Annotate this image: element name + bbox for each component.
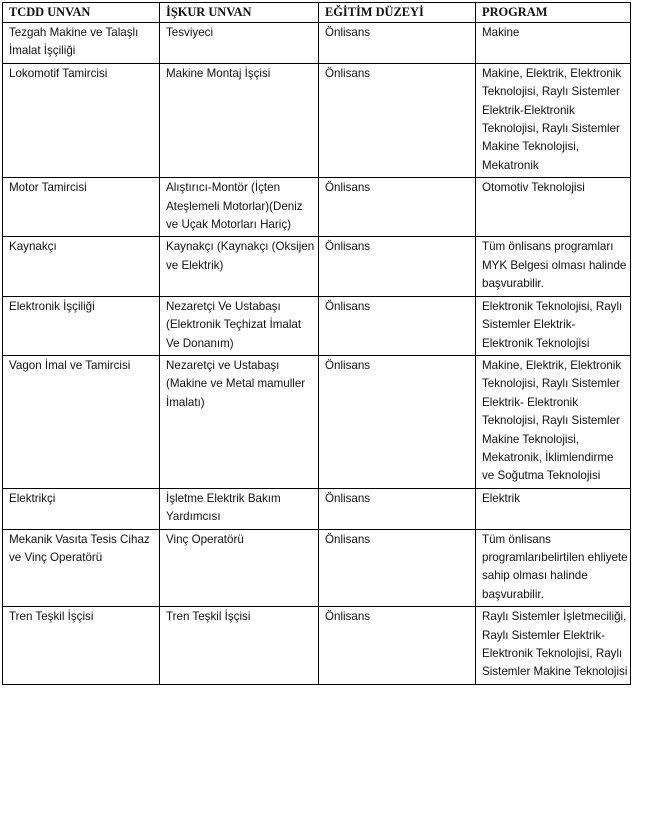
cell-iskur-unvan: Nezaretçi ve Ustabaşı (Makine ve Metal mamuller İmalatı) [160, 355, 319, 488]
cell-egitim-duzeyi: Önlisans [319, 355, 476, 488]
cell-iskur-unvan: Nezaretçi Ve Ustabaşı (Elektronik Teçhizat İmalat Ve Donanım) [160, 296, 319, 355]
cell-tcdd-unvan: Mekanik Vasıta Tesis Cihaz ve Vinç Operatörü [3, 529, 160, 607]
cell-egitim-duzeyi: Önlisans [319, 529, 476, 607]
cell-program: Tüm önlisans programları MYK Belgesi olması halinde başvurabilir. [476, 237, 631, 296]
header-program: PROGRAM [476, 3, 631, 23]
cell-iskur-unvan: Tren Teşkil İşçisi [160, 607, 319, 685]
cell-tcdd-unvan: Vagon İmal ve Tamircisi [3, 355, 160, 488]
cell-iskur-unvan: Tesviyeci [160, 23, 319, 64]
cell-program: Otomotiv Teknolojisi [476, 178, 631, 237]
cell-program: Elektronik Teknolojisi, Raylı Sistemler Elektrik- Elektronik Teknolojisi [476, 296, 631, 355]
cell-egitim-duzeyi: Önlisans [319, 488, 476, 529]
positions-table [2, 2, 631, 685]
cell-iskur-unvan: İşletme Elektrik Bakım Yardımcısı [160, 488, 319, 529]
cell-egitim-duzeyi: Önlisans [319, 178, 476, 237]
cell-iskur-unvan: Alıştırıcı-Montör (İçten Ateşlemeli Motorlar)(Deniz ve Uçak Motorları Hariç) [160, 178, 319, 237]
cell-iskur-unvan: Makine Montaj İşçisi [160, 63, 319, 177]
cell-program: Makine, Elektrik, Elektronik Teknolojisi, Raylı Sistemler Elektrik- Elektronik Teknolojisi, Raylı Sistemler Makine Teknolojisi, Mekatronik, İklimlendirme ve Soğutma Teknolojisi [476, 355, 631, 488]
table-row [3, 237, 631, 296]
cell-tcdd-unvan: Elektronik İşçiliği [3, 296, 160, 355]
table-row [3, 23, 631, 64]
cell-program: Raylı Sistemler İşletmeciliği, Raylı Sistemler Elektrik- Elektronik Teknolojisi, Raylı Sistemler Makine Teknolojisi [476, 607, 631, 685]
cell-program: Makine, Elektrik, Elektronik Teknolojisi, Raylı Sistemler Elektrik-Elektronik Teknolojisi, Raylı Sistemler Makine Teknolojisi, Mekatronik [476, 63, 631, 177]
cell-iskur-unvan: Vinç Operatörü [160, 529, 319, 607]
table-row [3, 529, 631, 607]
cell-tcdd-unvan: Lokomotif Tamircisi [3, 63, 160, 177]
cell-tcdd-unvan: Elektrikçi [3, 488, 160, 529]
header-iskur-unvan: İŞKUR UNVAN [160, 3, 319, 23]
cell-iskur-unvan: Kaynakçı (Kaynakçı (Oksijen ve Elektrik) [160, 237, 319, 296]
cell-tcdd-unvan: Tren Teşkil İşçisi [3, 607, 160, 685]
cell-egitim-duzeyi: Önlisans [319, 296, 476, 355]
table-row [3, 355, 631, 488]
cell-tcdd-unvan: Motor Tamircisi [3, 178, 160, 237]
table-row [3, 607, 631, 685]
table-row [3, 296, 631, 355]
cell-tcdd-unvan: Kaynakçı [3, 237, 160, 296]
table-row [3, 488, 631, 529]
header-tcdd-unvan: TCDD UNVAN [3, 3, 160, 23]
cell-egitim-duzeyi: Önlisans [319, 63, 476, 177]
cell-program: Elektrik [476, 488, 631, 529]
cell-program: Makine [476, 23, 631, 64]
table-row [3, 63, 631, 177]
cell-egitim-duzeyi: Önlisans [319, 607, 476, 685]
cell-tcdd-unvan: Tezgah Makine ve Talaşlı İmalat İşçiliği [3, 23, 160, 64]
cell-program: Tüm önlisans programlarıbelirtilen ehliyete sahip olması halinde başvurabilir. [476, 529, 631, 607]
table-row [3, 178, 631, 237]
cell-egitim-duzeyi: Önlisans [319, 237, 476, 296]
header-egitim-duzeyi: EĞİTİM DÜZEYİ [319, 3, 476, 23]
cell-egitim-duzeyi: Önlisans [319, 23, 476, 64]
header-row [3, 3, 631, 23]
